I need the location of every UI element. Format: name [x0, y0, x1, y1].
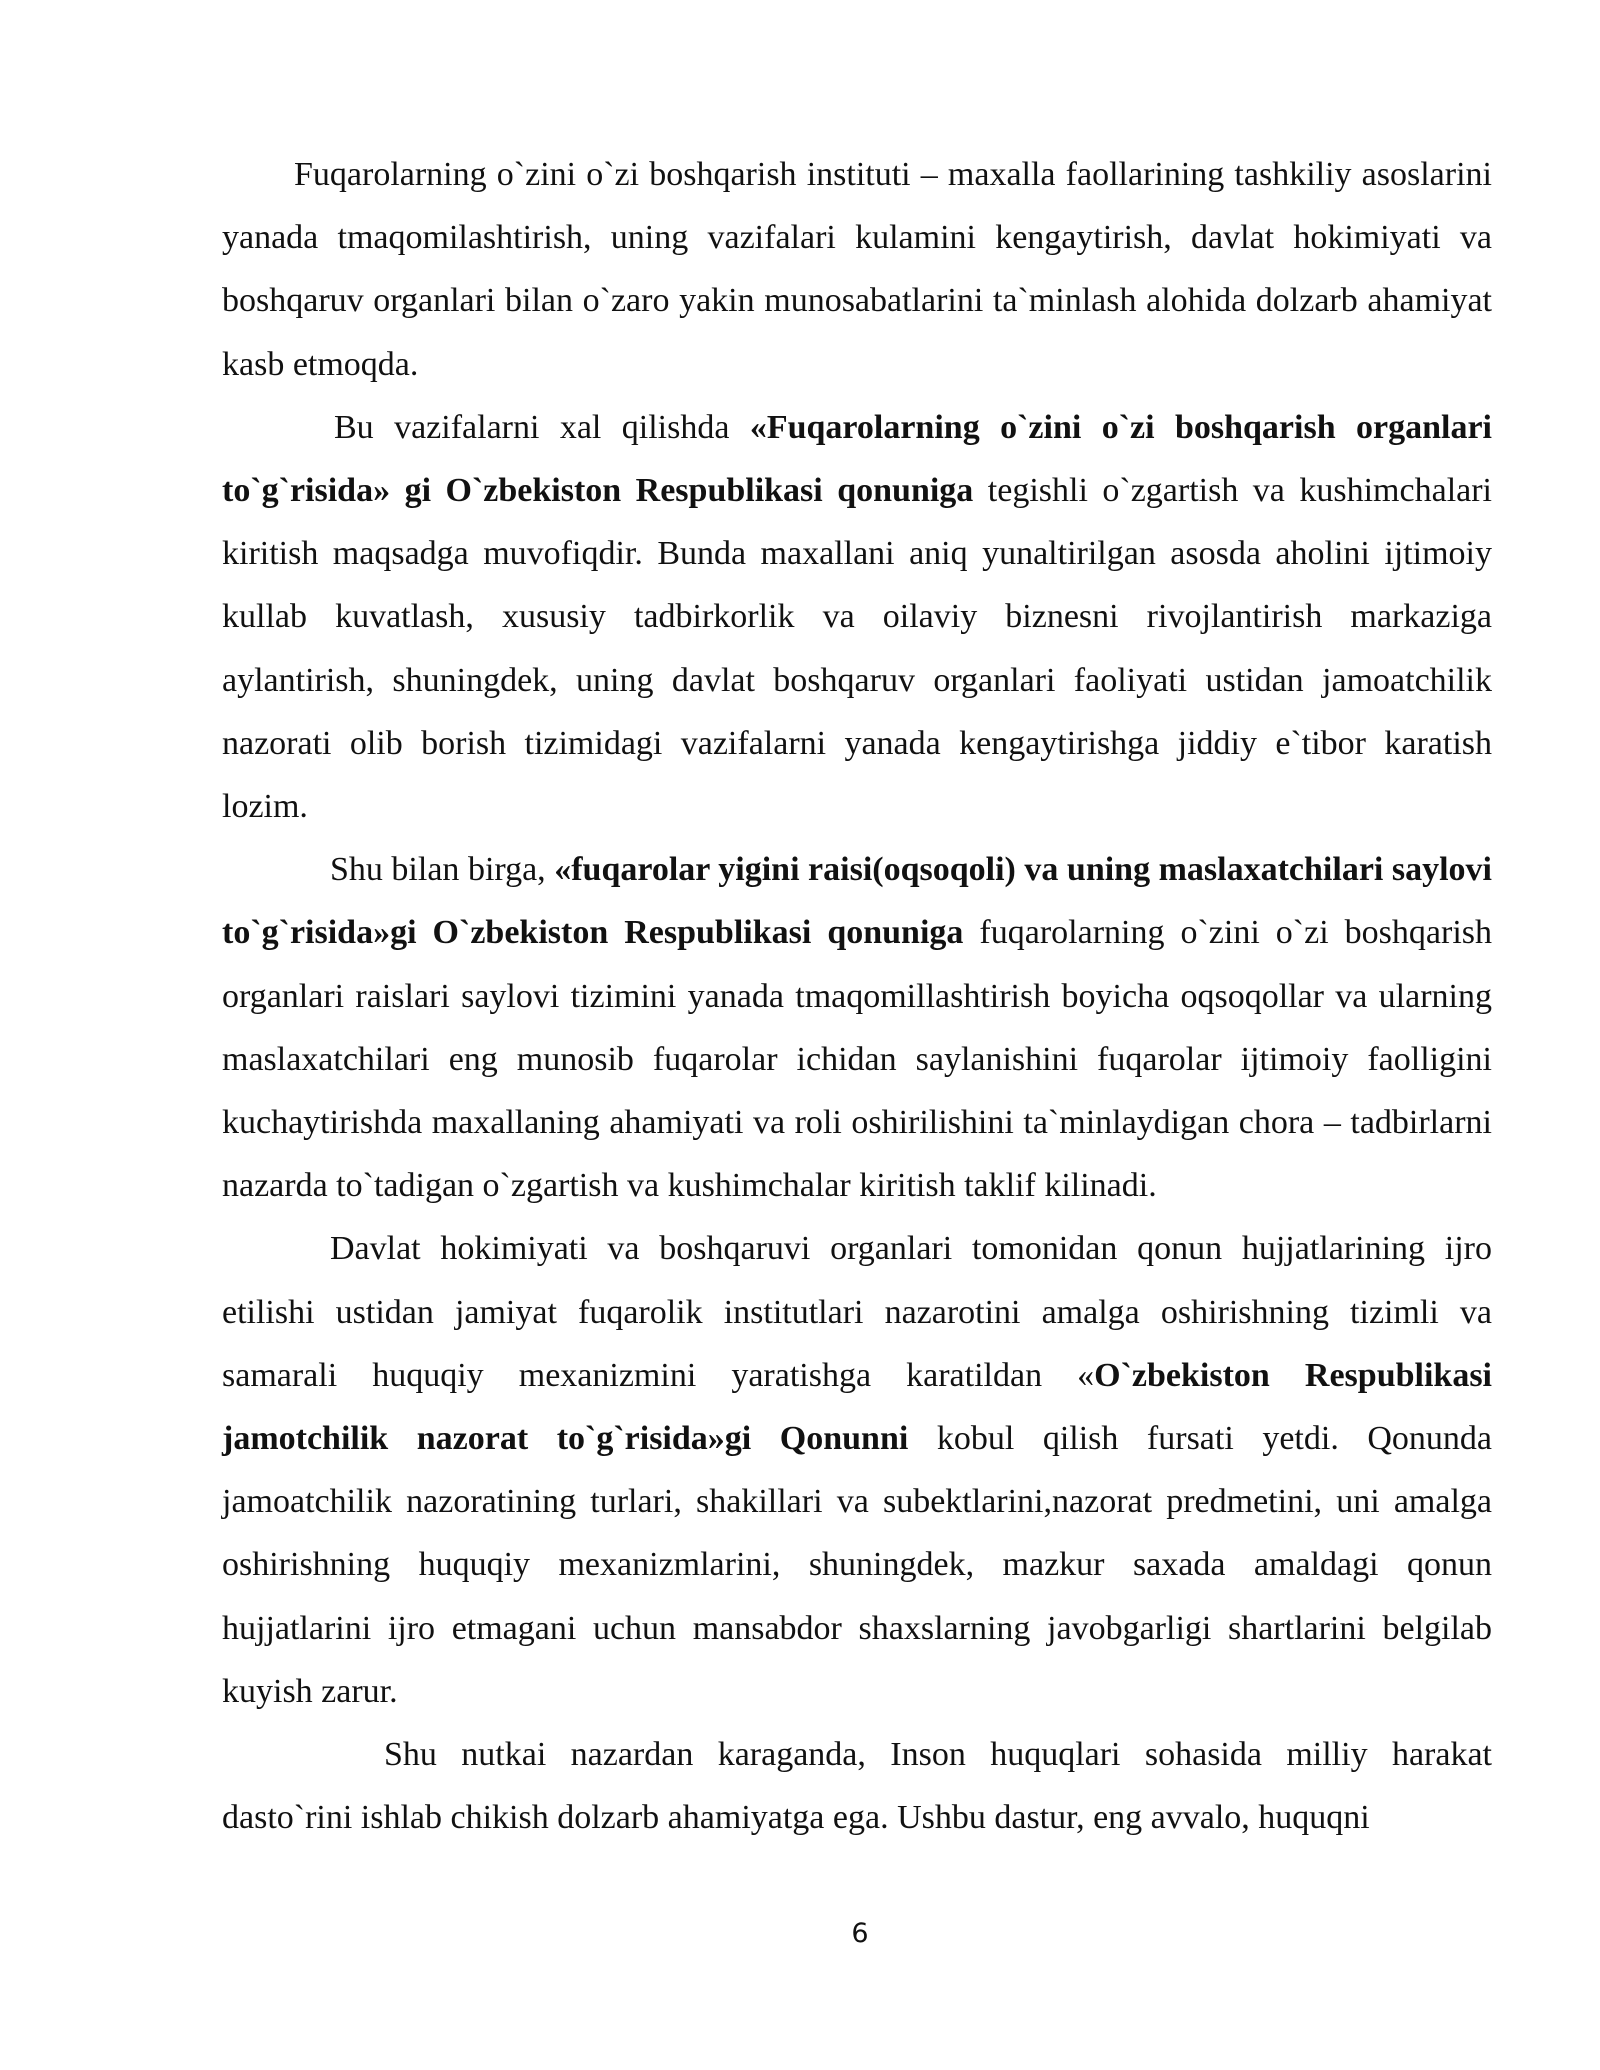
paragraph-5 [222, 1723, 1492, 1849]
paragraph-3-text-end: fuqarolarning o`zini o`zi boshqarish organlari raislari saylovi tizimini yanada tmaqomillashtirish boyicha oqsoqollar va ularning maslaxatchilari eng munosib fuqarolar ichidan saylanishini fuqarolar ijtimoiy faolligini kuchaytirishda maxallaning ahamiyati va roli oshirilishini ta`minlaydigan chora – tadbirlarni nazarda to`tadigan o`zgartish va kushimchalar kiritish taklif kilinadi. [222, 914, 1492, 1205]
paragraph-4-law-title: O`zbekiston Respublikasi jamotchilik nazorat to`g`risida»gi Qonunni [222, 1356, 1492, 1458]
paragraph-2-text-start: Bu vazifalarni xal qilishda [334, 408, 750, 446]
paragraph-1 [222, 143, 1492, 396]
paragraph-1-text: Fuqarolarning o`zini o`zi boshqarish instituti – maxalla faollarining tashkiliy asoslarini yanada tmaqomilashtirish, uning vazifalari kulamini kengaytirish, davlat hokimiyati va boshqaruv organlari bilan o`zaro yakin munosabatlarini ta`minlash alohida dolzarb ahamiyat kasb etmoqda. [222, 156, 1492, 383]
paragraph-2-law-title: «Fuqarolarning o`zini o`zi boshqarish organlari to`g`risida» gi O`zbekiston Respublikasi qonuniga [222, 408, 1492, 510]
paragraph-3 [222, 838, 1492, 1217]
paragraph-4-text-end: kobul qilish fursati yetdi. Qonunda jamoatchilik nazoratining turlari, shakillari va subektlarini,nazorat predmetini, uni amalga oshirishning huquqiy mexanizmlarini, shuningdek, mazkur saxada amaldagi qonun hujjatlarini ijro etmagani uchun mansabdor shaxslarning javobgarligi shartlarini belgilab kuyish zarur. [222, 1420, 1492, 1710]
paragraph-2-text-end: tegishli o`zgartish va kushimchalari kiritish maqsadga muvofiqdir. Bunda maxallani aniq yunaltirilgan asosda aholini ijtimoiy kullab kuvatlash, xususiy tadbirkorlik va oilaviy biznesni rivojlantirish markaziga aylantirish, shuningdek, uning davlat boshqaruv organlari faoliyati ustidan jamoatchilik nazorati olib borish tizimidagi vazifalarni yanada kengaytirishga jiddiy e`tibor karatish lozim. [222, 472, 1492, 826]
paragraph-3-text-start: Shu bilan birga, [330, 851, 555, 889]
paragraph-5-text: Shu nutkai nazardan karaganda, Inson huquqlari sohasida milliy harakat dasto`rini ishlab chikish dolzarb ahamiyatga ega. Ushbu dastur, eng avvalo, huquqni [222, 1736, 1492, 1837]
paragraph-4 [222, 1217, 1492, 1723]
paragraph-3-law-title: «fuqarolar yigini raisi(oqsoqoli) va uning maslaxatchilari saylovi to`g`risida»gi O`zbekiston Respublikasi qonuniga [222, 851, 1493, 952]
body-text [222, 143, 1492, 1849]
paragraph-2 [222, 396, 1492, 838]
page-number: 6 [851, 1918, 869, 1949]
paragraph-4-text-start: Davlat hokimiyati va boshqaruvi organlari tomonidan qonun hujjatlarining ijro etilishi ustidan jamiyat fuqarolik institutlari nazarotini amalga oshirishning tizimli va samarali huquqiy mexanizmini yaratishga karatildan « [222, 1230, 1492, 1394]
